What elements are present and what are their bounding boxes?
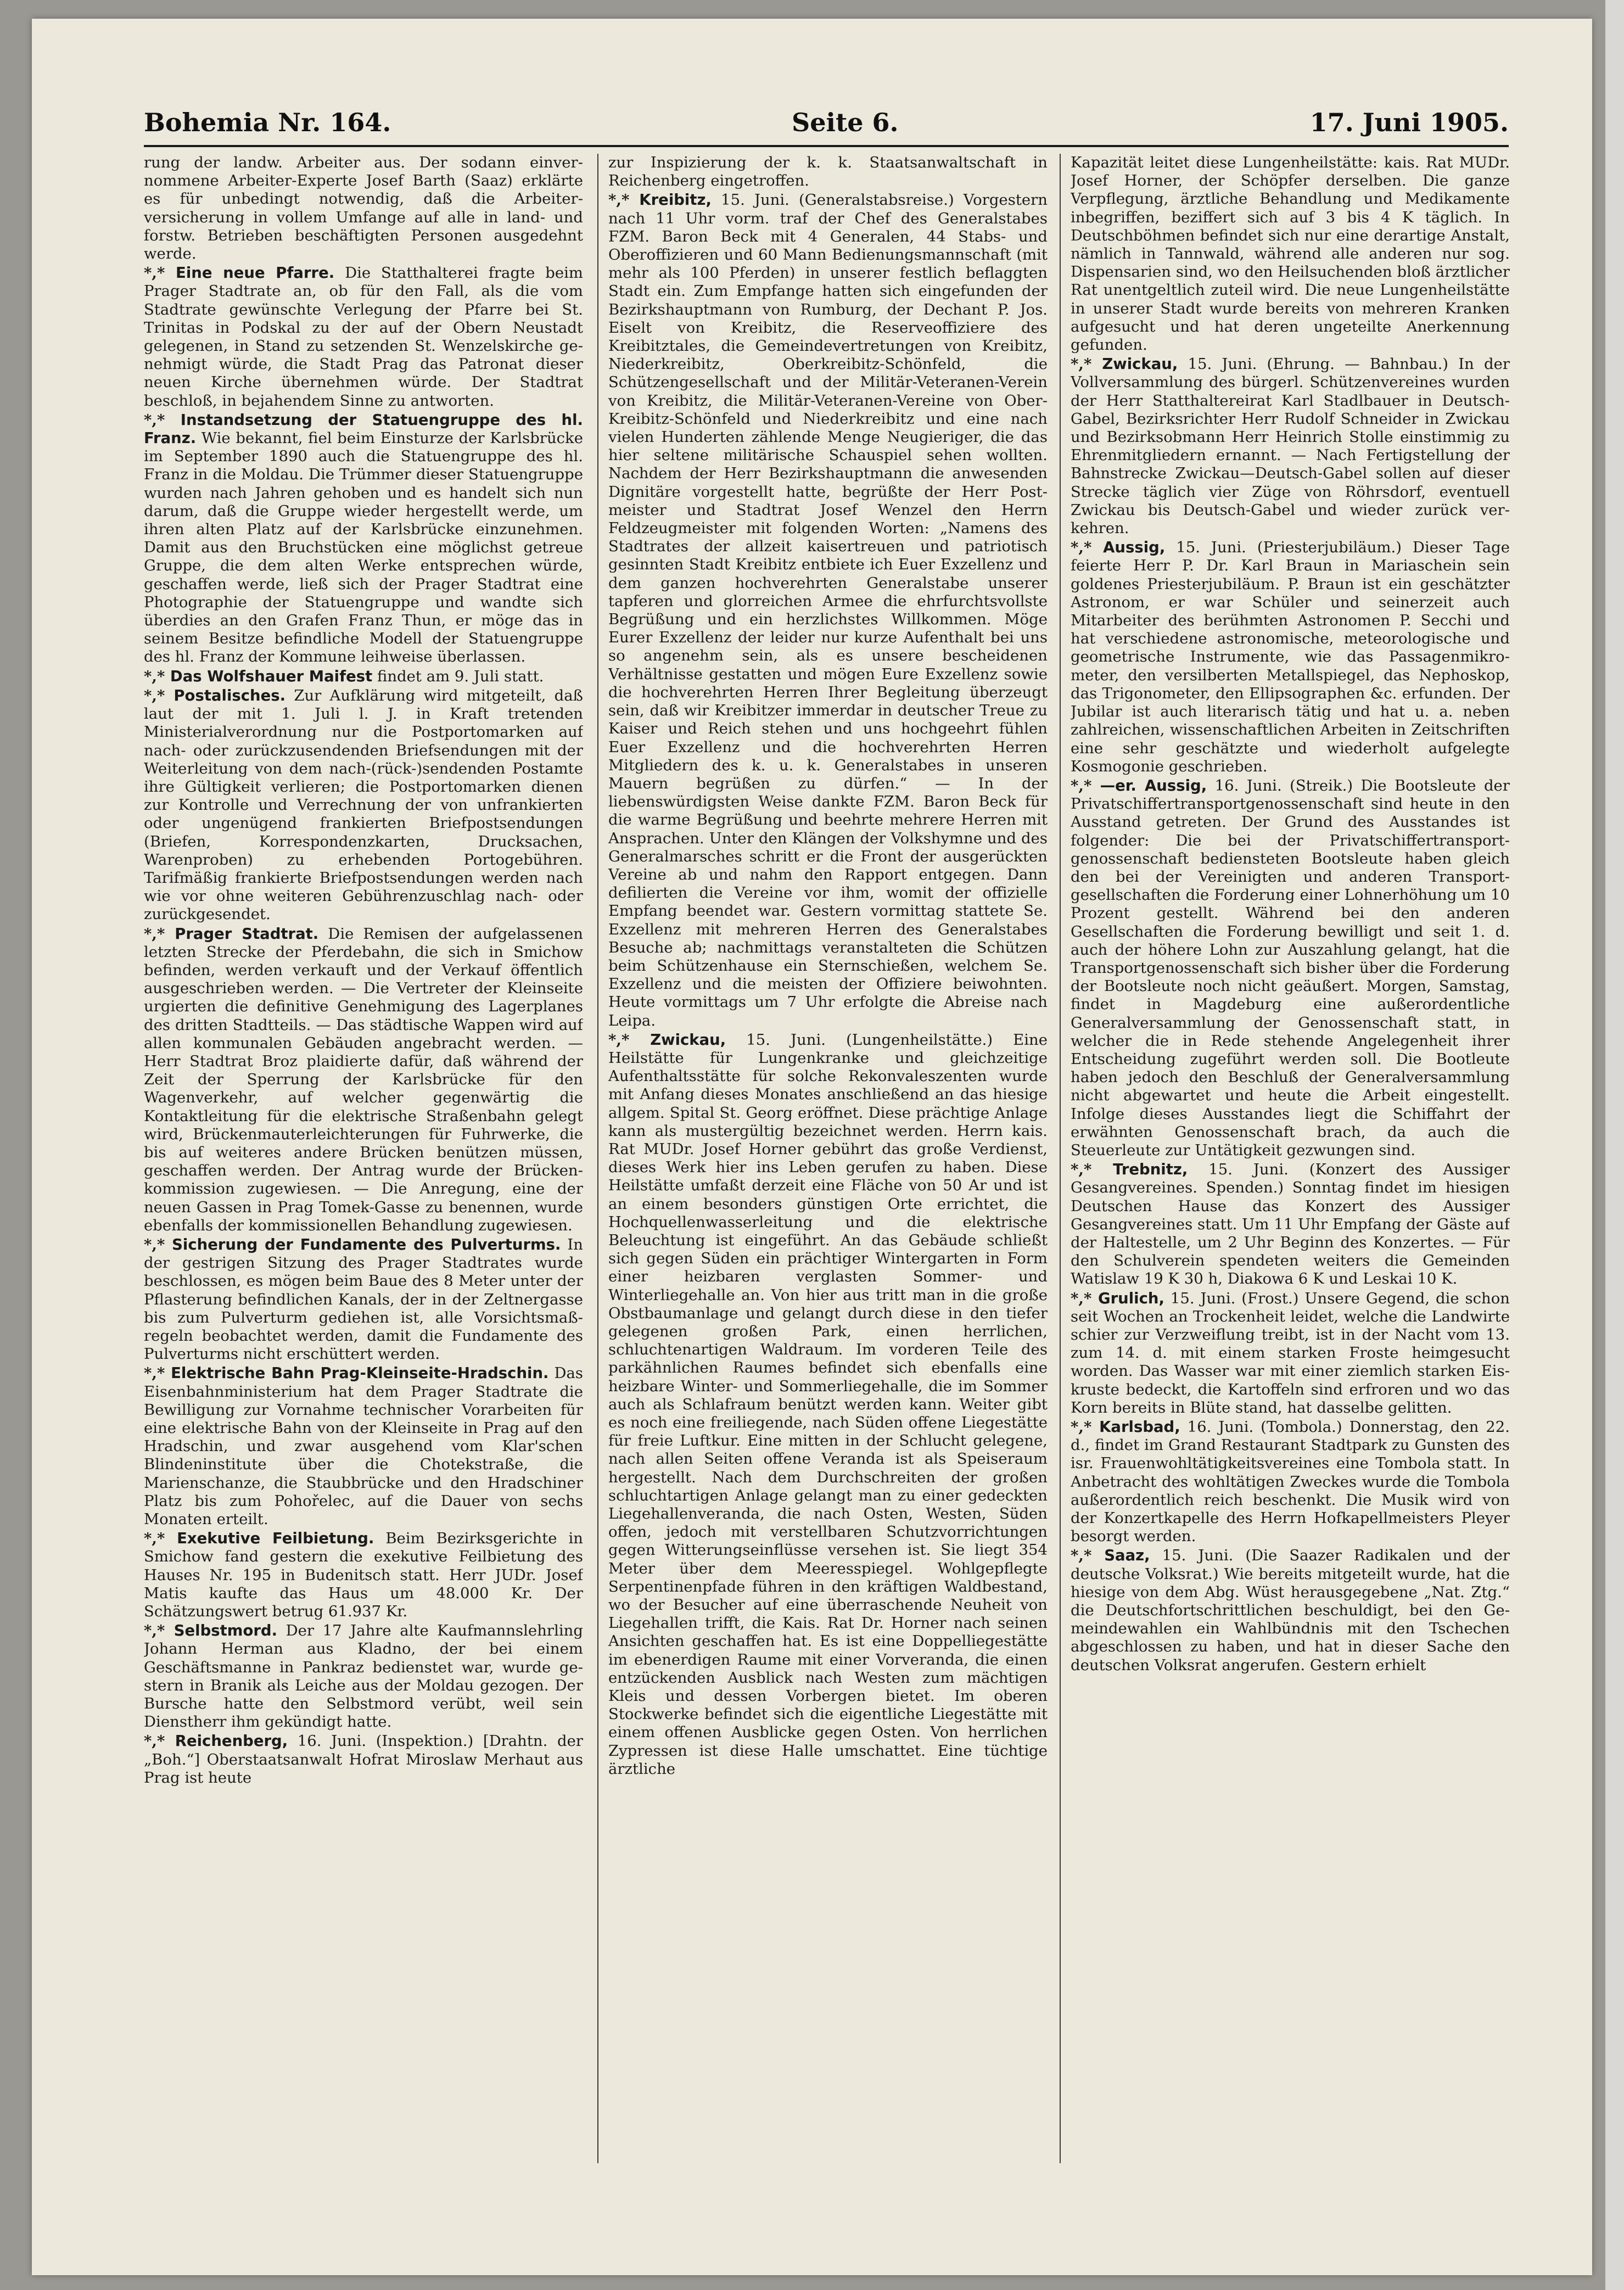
- article: [1071, 539, 1510, 776]
- article: [144, 1530, 583, 1621]
- article-title: Trebnitz,: [1113, 1161, 1188, 1179]
- article-text: 15. Juni. (Konzert des Aussiger Gesangvereines. Spenden.) Sonntag findet im hiesigen Deutschen Hause das Konzert des Aussiger Gesangvereines statt. Um 11 Uhr Empfang der Gäste auf der Haltestelle, um 2 Uhr Beginn des Konzertes. — Für den Schulverein spendeten weiters die Gemeinden Watislaw 19 K 30 h, Diakowa 6 K und Leskai 10 K.: [1071, 1161, 1510, 1288]
- scan-edge: [1605, 0, 1624, 2290]
- page-number: Seite 6.: [792, 108, 899, 137]
- article-marker: *,*: [144, 1622, 174, 1640]
- article: [608, 154, 1048, 190]
- article-title: Zwickau,: [1102, 355, 1178, 373]
- article-title: Das Wolfshauer Maifest: [170, 667, 373, 685]
- article-title: Sicherung der Fundamente des Pulverturms.: [172, 1235, 561, 1253]
- article-text: zur Inspizierung der k. k. Staatsanwaltschaft in Reichenberg eingetroffen.: [608, 154, 1048, 190]
- article-title: Instandsetzung der Statuengruppe des hl. Franz.: [144, 411, 583, 447]
- article-title: Zwickau,: [650, 1031, 726, 1049]
- article-marker: *,*: [144, 1235, 172, 1253]
- article-marker: *,*: [144, 411, 181, 429]
- article-marker: *,*: [1071, 1418, 1100, 1436]
- article-text: Wie bekannt, fiel beim Einsturze der Karlsbrücke im September 1890 auch die Statuengruppe des hl. Franz in die Moldau. Die Trümmer dieser Statuengruppe wurden nach Jahren gehoben und es handelt sich nun darum, daß die Gruppe wieder hergestellt werde, um ihren alten Platz auf der Karlsbrücke einzunehmen. Damit aus den Bruchstücken eine möglichst getreue Gruppe, die dem alten Werke entsprechen würde, geschaffen werde, ließ sich der Prager Stadtrat eine Photographie der Statuengruppe und wandte sich überdies an den Grafen Franz Thun, er möge das in seinem Besitze befindliche Modell der Statuengruppe des hl. Franz der Kommune leihweise überlassen.: [144, 429, 583, 666]
- article-marker: *,*: [144, 925, 175, 943]
- column-1: [144, 154, 583, 2152]
- article-title: Aussig,: [1103, 539, 1166, 557]
- article: [144, 154, 583, 263]
- article: [144, 264, 583, 410]
- article-text: 16. Juni. (Streik.) Die Bootsleute der Privatschiffertransportgenossenschaft sind heute in den Ausstand getreten. Der Grund des Ausstandes ist folgender: Die bei der Privatschiffertransportgenossenschaft bediensteten Bootsleute haben gleich den bei der Vereinigten und anderen Transportgesellschaften die Forderung einer Lohnerhöhung um 10 Prozent gestellt. Während bei den anderen Gesellschaften die Forderung bewilligt und seit 1. d. auch der höhere Lohn zur Auszahlung gelangt, hat die Transportgenossenschaft sich bisher über die Forderung der Bootsleute noch nicht geäußert. Morgen, Samstag, findet in Magdeburg eine außerordentliche Generalversammlung der Genossenschaft statt, in welcher die in Rede stehende Angelegenheit ihrer Entscheidung zugeführt werden soll. Die Bootleute haben jedoch den Beschluß der Generalversammlung nicht abgewartet und heute die Arbeit eingestellt. Infolge dieses Ausstandes liegt die Schiffahrt der erwähnten Genossenschaft brach, da auch die Steuerleute zur Untätigkeit gezwungen sind.: [1071, 776, 1510, 1159]
- article-title: Eine neue Pfarre.: [176, 264, 335, 282]
- article-title: Grulich,: [1098, 1289, 1164, 1307]
- article-text: 16. Juni. (Inspektion.) [Drahtn. der „Boh.“] Oberstaatsanwalt Hofrat Miroslaw Merhaut aus Prag ist heute: [144, 1732, 583, 1787]
- header-rule: [144, 145, 1509, 147]
- article: [144, 1622, 583, 1731]
- article: [1071, 1547, 1510, 1674]
- column-3: [1071, 154, 1510, 2152]
- article-text: Zur Aufklärung wird mitgeteilt, daß laut der mit 1. Juli l. J. in Kraft tretenden Ministerialverordnung nur die Postportomarken auf nach- oder zurückzusendenden Briefsendungen mit der Weiterleitung von dem nach-(rück-)sendenden Postamte ihre Gültigkeit verlieren; die Postportomarken dienen zur Kontrolle und Verrechnung der von unfrankierten oder ungenügend frankierten Briefpostsendungen (Briefen, Korrespondenzkarten, Drucksachen, Warenproben) zu erhebenden Portogebühren. Tarifmäßig frankierte Briefpostsendungen werden nach wie vor ohne weiteren Gebührenzuschlag nach- oder zurückgesendet.: [144, 686, 583, 923]
- article-text: 15. Juni. (Lungenheilstätte.) Eine Heilstätte für Lungenkranke und gleichzeitige Aufenthaltsstätte für solche Rekonvaleszenten wurde mit Anfang dieses Monates anschließend an das hiesige allgem. Spital St. Georg eröffnet. Diese prächtige Anlage kann als mustergültig bezeichnet werden. Herrn kais. Rat MUDr. Josef Horner gebührt das große Verdienst, dieses Werk hier ins Leben gerufen zu haben. Diese Heilstätte umfaßt derzeit eine Fläche von 50 Ar und ist an einem besonders günstigen Orte errichtet, die Hochquellenwasserleitung und die elektrische Beleuchtung ist eingeführt. An das Gebäude schließt sich gegen Süden ein prächtiger Wintergarten in Form einer heizbaren verglasten Sommer- und Winterliegehalle an. Von hier aus tritt man in die große Obstbaumanlage und gelangt durch diese in den tiefer gelegenen großen Park, einen herrlichen, schluchtenartigen Waldraum. Im vorderen Teile des parkähnlichen Raumes befindet sich ebenfalls eine heizbare Winter- und Sommerliegehalle, die im Sommer auch als Schlafraum benützt werden kann. Weiter gibt es noch eine freiliegende, nach Süden offene Liegestätte für freie Luftkur. Eine mitten in der Schlucht gelegene, nach allen Seiten offene Veranda ist als Speiseraum hergestellt. Nach dem Durchschreiten der großen schluchtartigen Anlage gelangt man zu einer gedeckten Liegehallenveranda, die nach Osten, Westen, Süden offen, jedoch mit verstellbaren Schutzvorrichtungen gegen Witterungseinflüsse versehen ist. Sie liegt 354 Meter über dem Meeresspiegel. Wohlgepflegte Serpentinenpfade führen in den kräftigen Waldbestand, wo der Besucher auf eine überraschende Neuheit von Liegehallen trifft, die Kais. Rat Dr. Horner nach seinen Ansichten geschaffen hat. Es ist eine Doppelliegestätte im ebenerdigen Raume mit einer Vorveranda, die einen entzückenden Ausblick nach Westen zum mächtigen Kleis und dessen Vorbergen bietet. Im oberen Stockwerke befindet sich die eigentliche Liegestätte mit einem offenen Ausblicke gegen Osten. Von herrlichen Zypressen ist diese Halle umschattet. Eine tüchtige ärztliche: [608, 1031, 1048, 1778]
- article-text: In der gestrigen Sitzung des Prager Stadtrates wurde beschlossen, es mögen beim Baue des 8 Meter unter der Pflasterung befindlichen Kanals, der in der Zeltnergasse bis zum Pulverturm gediehen ist, alle Vorsichtsmaßregeln beobachtet werden, damit die Fundamente des Pulverturms nicht erschüttert werden.: [144, 1235, 583, 1363]
- column-divider: [597, 154, 598, 2163]
- article-title: Selbstmord.: [173, 1622, 278, 1640]
- article: [608, 191, 1048, 1029]
- article: [144, 1236, 583, 1363]
- article-text: Beim Bezirksgerichte in Smichow fand gestern die exekutive Feilbietung des Hauses Nr. 195 in Budenitsch statt. Herr JUDr. Josef Matis kaufte das Haus um 48.000 Kr. Der Schätzungswert betrug 61.937 Kr.: [144, 1530, 583, 1621]
- column-2: [608, 154, 1048, 2152]
- article-title: Elektrische Bahn Prag-Kleinseite-Hradschin.: [171, 1364, 549, 1382]
- page-header: [144, 108, 1509, 146]
- article: [1071, 355, 1510, 537]
- article-text: 15. Juni. (Ehrung. — Bahnbau.) In der Vollversammlung des bürgerl. Schützenvereines wurden der Herr Statthaltereirat Karl Stadlbauer in Deutsch-Gabel, Bezirksrichter Herr Rudolf Schneider in Zwickau und Bezirksobmann Herr Heinrich Stolle einstimmig zu Ehrenmitgliedern ernannt. — Nach Fertigstellung der Bahnstrecke Zwickau—Deutsch-Gabel sollen auf dieser Strecke täglich vier Züge von Röhrsdorf, eventuell Zwickau bis Deutsch-Gabel und wieder zurück verkehren.: [1071, 355, 1510, 537]
- article-marker: *,*: [144, 1364, 171, 1382]
- article-marker: *,*: [144, 264, 176, 282]
- article-title: Saaz,: [1104, 1547, 1150, 1565]
- column-divider: [1060, 154, 1061, 2163]
- article-marker: *,*: [144, 1530, 177, 1548]
- article-title: —er. Aussig,: [1100, 776, 1207, 794]
- article-marker: *,*: [1071, 776, 1100, 794]
- article-marker: *,*: [1071, 1161, 1113, 1179]
- article: [608, 1031, 1048, 1778]
- article-title: Exekutive Feilbietung.: [177, 1530, 374, 1548]
- article: [1071, 777, 1510, 1160]
- article-marker: *,*: [608, 1031, 651, 1049]
- article: [144, 687, 583, 924]
- article-text: findet am 9. Juli statt.: [377, 667, 544, 685]
- article-text: Der 17 Jahre alte Kaufmannslehrling Johann Herman aus Kladno, der bei einem Geschäftsmanne in Pankraz bedienstet war, wurde gestern in Branik als Leiche aus der Moldau gezogen. Der Bursche hatte den Selbstmord verübt, weil sein Dienstherr ihm gekündigt hatte.: [144, 1622, 583, 1731]
- article: [144, 1732, 583, 1787]
- article-marker: *,*: [144, 667, 170, 685]
- article: [144, 668, 583, 686]
- article: [144, 1364, 583, 1528]
- article-title: Kreibitz,: [639, 191, 712, 209]
- article-text: 16. Juni. (Tombola.) Donnerstag, den 22. d., findet im Grand Restaurant Stadtpark zu Gunsten des isr. Frauenwohltätigkeitsvereines eine Tombola statt. In Anbetracht des wohltätigen Zweckes wurde die Tombola außerordentlich reich beschenkt. Die Musik wird von der Konzertkapelle des Herrn Hofkapellmeisters Pleyer besorgt werden.: [1071, 1418, 1510, 1546]
- article-text: rung der landw. Arbeiter aus. Der sodann einvernommene Arbeiter-Experte Josef Barth (Saaz) erklärte es für unbedingt notwendig, daß die Arbeiterversicherung in vollem Umfange auf alle in land- und forstw. Betrieben beschäftigten Personen ausgedehnt werde.: [144, 154, 583, 263]
- article-marker: *,*: [144, 1732, 175, 1750]
- article-text: 15. Juni. (Die Saazer Radikalen und der deutsche Volksrat.) Wie bereits mitgeteilt wurde, hat die hiesige von dem Abg. Wüst herausgegebene „Nat. Ztg.“ die Deutschfortschrittlichen beschuldigt, bei den Gemeindewahlen ein Wahlbündnis mit den Tschechen abgeschlossen zu haben, und hat in dieser Sache den deutschen Volksrat angerufen. Gestern erhielt: [1071, 1547, 1510, 1674]
- article-text: 15. Juni. (Priesterjubiläum.) Dieser Tage feierte Herr P. Dr. Karl Braun in Mariaschein sein goldenes Priesterjubiläum. P. Braun ist ein geschätzter Astronom, er war Schüler und seinerzeit auch Mitarbeiter des berühmten Astronomen P. Secchi und hat verschiedene astronomische, meteorologische und geometrische Instrumente, wie das Passagenmikrometer, den versilberten Metallspiegel, das Nephoskop, das Trigonometer, den Ellipsographen &c. erfunden. Der Jubilar ist auch literarisch tätig und hat u. a. neben zahlreichen, wissenschaftlichen Arbeiten in Zeitschriften eine sehr geschätzte und wiederholt aufgelegte Kosmogonie geschrieben.: [1071, 539, 1510, 775]
- article-text: Die Remisen der aufgelassenen letzten Strecke der Pferdebahn, die sich in Smichow befinden, werden verkauft und der Verkauf öffentlich ausgeschrieben werden. — Die Vertreter der Kleinseite urgierten die definitive Genehmigung des Lagerplanes des dritten Stadtteils. — Das städtische Wappen wird auf allen kommunalen Gebäuden angebracht werden. — Herr Stadtrat Broz plaidierte dafür, daß während der Zeit der Sperrung der Karlsbrücke für den Wagenverkehr, auf welcher gegenwärtig die Kontaktleitung für die elektrische Straßenbahn gelegt wird, Brückenmauterleichterungen für Fuhrwerke, die bis auf weiteres andere Brücken benützen müssen, geschaffen werden. Der Antrag wurde der Brückenkommission zugewiesen. — Die Anregung, eine der neuen Gassen in Prag Tomek-Gasse zu benennen, wurde ebenfalls der kommissionellen Behandlung zugewiesen.: [144, 925, 583, 1234]
- article-text: 15. Juni. (Generalstabsreise.) Vorgestern nach 11 Uhr vorm. traf der Chef des Generalstabes FZM. Baron Beck mit 4 Generalen, 44 Stabs- und Oberoffizieren und 60 Mann Bedienungsmannschaft (mit mehr als 100 Pferden) in unserer festlich beflaggten Stadt ein. Zum Empfange hatten sich eingefunden der Bezirkshauptmann von Rumburg, der Dechant P. Jos. Eiselt von Kreibitz, die Reserveoffiziere des Kreibitztales, die Gemeindevertretungen von Kreibitz, Niederkreibitz, Oberkreibitz-Schönfeld, die Schützengesellschaft und der Militär-Veteranen-Verein von Kreibitz, die Militär-Veteranen-Vereine von Ober-Kreibitz-Schönfeld und Niederkreibitz und eine nach vielen Hunderten zählende Menge Neugieriger, die das hier seltene militärische Schauspiel sehen wollten. Nachdem der Herr Bezirkshauptmann die anwesenden Dignitäre vorgestellt hatte, begrüßte der Herr Postmeister und Stadtrat Josef Wenzel den Herrn Feldzeugmeister mit folgenden Worten: „Namens des Stadtrates der allzeit kaisertreuen und patriotisch gesinnten Stadt Kreibitz entbiete ich Euer Exzellenz und dem ganzen hochverehrten Generalstabe unserer tapferen und glorreichen Armee die ehrfurchtsvollste Begrüßung und ein herzlichstes Willkommen. Möge Eurer Exzellenz der leider nur kurze Aufenthalt bei uns so angenehm sein, als es unsere bescheidenen Verhältnisse gestatten und mögen Eure Exzellenz sowie die hochverehrten Herren Ihrer Begleitung überzeugt sein, daß wir Kreibitzer immerdar in deutscher Treue zu Kaiser und Reich stehen und uns hochgeehrt fühlen Euer Exzellenz und die hochverehrten Herren Mitgliedern des k. u. k. Generalstabes in unseren Mauern begrüßen zu dürfen.“ — In der liebenswürdigsten Weise dankte FZM. Baron Beck für die warme Begrüßung und beehrte mehrere Herren mit Ansprachen. Unter den Klängen der Volkshymne und des Generalmarsches schritt er die Front der ausgerückten Vereine ab und nahm den Rapport entgegen. Dann defilierten die Vereine vor ihm, womit der offizielle Empfang beendet war. Gestern vormittag stattete Se. Exzellenz mit mehreren Herren des Generalstabes Besuche ab; nachmittags veranstalteten die Schützen beim Schützenhause ein Sternschießen, welchem Se. Exzellenz und die meisten der Offiziere beiwohnten. Heute vormittags um 7 Uhr erfolgte die Abreise nach Leipa.: [608, 191, 1048, 1029]
- article-marker: *,*: [144, 686, 174, 704]
- article: [144, 925, 583, 1235]
- article-title: Reichenberg,: [175, 1732, 288, 1750]
- article: [1071, 1418, 1510, 1546]
- article-title: Postalisches.: [173, 686, 286, 704]
- newspaper-issue: Bohemia Nr. 164.: [144, 108, 391, 137]
- article-marker: *,*: [1071, 355, 1102, 373]
- article-marker: *,*: [608, 191, 640, 209]
- article-text: Die Statthalterei fragte beim Prager Stadtrate an, ob für den Fall, als die vom Stadtrate gewünschte Verlegung der Pfarre bei St. Trinitas in Podskal zu der auf der Obern Neustadt gelegenen, in Stand zu setzenden St. Wenzelskirche genehmigt würde, die Stadt Prag das Patronat dieser neuen Kirche übernehmen würde. Der Stadtrat beschloß, in bejahendem Sinne zu antworten.: [144, 264, 583, 410]
- article: [1071, 154, 1510, 354]
- article-text: Das Eisenbahnministerium hat dem Prager Stadtrate die Bewilligung zur Vornahme technischer Vorarbeiten für eine elektrische Bahn von der Kleinseite in Prag auf den Hradschin, und zwar ausgehend vom Klar'schen Blindeninstitute über die Chotekstraße, die Marienschanze, die Staubbrücke und den Hradschiner Platz bis zum Pohořelec, auf die Dauer von sechs Monaten erteilt.: [144, 1364, 583, 1528]
- article-marker: *,*: [1071, 539, 1104, 557]
- issue-date: 17. Juni 1905.: [1309, 108, 1509, 137]
- article-marker: *,*: [1071, 1547, 1105, 1565]
- article-title: Prager Stadtrat.: [175, 925, 319, 943]
- article: [144, 411, 583, 667]
- article: [1071, 1161, 1510, 1288]
- article-marker: *,*: [1071, 1289, 1099, 1307]
- article: [1071, 1290, 1510, 1417]
- article-title: Karlsbad,: [1099, 1418, 1180, 1436]
- article-text: Kapazität leitet diese Lungenheilstätte: kais. Rat MUDr. Josef Horner, der Schöpfer derselben. Die ganze Verpflegung, ärztliche Behandlung und Medikamente inbegriffen, beziffert sich auf 3 bis 4 K täglich. In Deutschböhmen befindet sich nur eine derartige Anstalt, nämlich in Tannwald, während alle anderen nur sog. Dispensarien sind, wo den Heilsuchenden bloß ärztlicher Rat unentgeltlich zuteil wird. Die neue Lungenheilstätte in unserer Stadt wurde bereits von mehreren Kranken aufgesucht und hat deren ungeteilte Anerkennung gefunden.: [1071, 154, 1510, 354]
- article-text: 15. Juni. (Frost.) Unsere Gegend, die schon seit Wochen an Trockenheit leidet, welche die Landwirte schier zur Verzweiflung treibt, ist in der Nacht vom 13. zum 14. d. mit einem starken Froste heimgesucht worden. Das Wasser war mit einer ziemlich starken Eiskruste bedeckt, die Kartoffeln sind erfroren und wo das Korn bereits in Blüte stand, hat dasselbe gelitten.: [1071, 1289, 1510, 1416]
